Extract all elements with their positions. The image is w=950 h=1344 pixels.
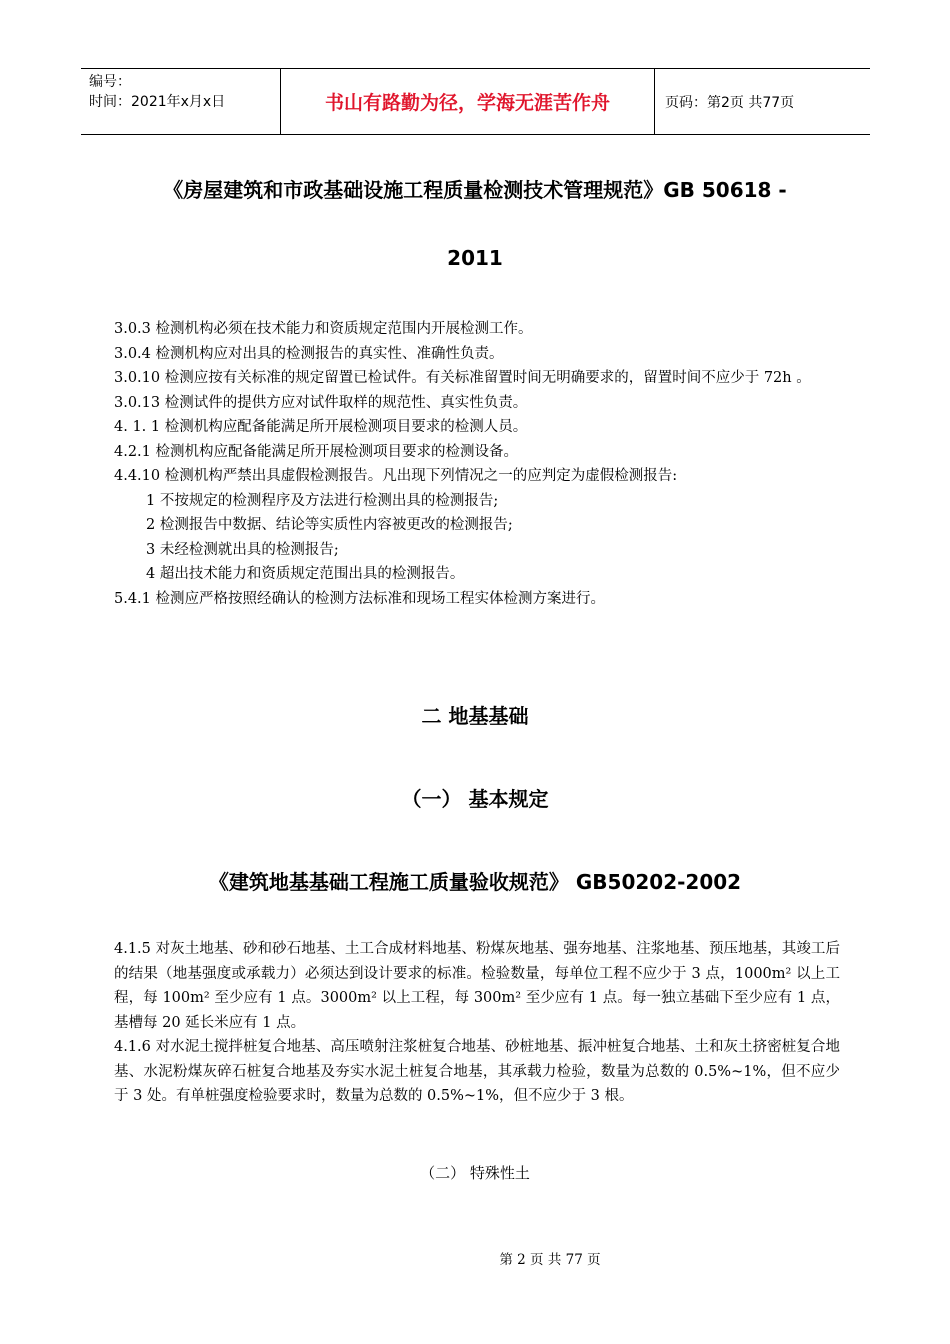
clause: 3.0.4 检测机构应对出具的检测报告的真实性、准确性负责。 [114, 345, 504, 362]
sub-item: 4 超出技术能力和资质规定范围出具的检测报告。 [146, 566, 465, 582]
sub-item: 2 检测报告中数据、结论等实质性内容被更改的检测报告; [146, 517, 513, 533]
header-page-info: 页码：第2页 共77页 [665, 94, 795, 111]
page-header [81, 68, 870, 135]
standard-title: 《建筑地基基础工程施工质量验收规范》 GB50202-2002 [208, 870, 742, 894]
subsection-title-2: （二） 特殊性土 [420, 1164, 530, 1182]
subsection-title: （一） 基本规定 [401, 787, 549, 811]
header-motto: 书山有路勤为径，学海无涯苦作舟 [281, 69, 655, 134]
clause: 4.4.10 检测机构严禁出具虚假检测报告。凡出现下列情况之一的应判定为虚假检测报告: [114, 468, 678, 484]
header-left [81, 69, 281, 134]
clause: 3.0.3 检测机构必须在技术能力和资质规定范围内开展检测工作。 [114, 321, 533, 337]
paragraph: 4.1.5 对灰土地基、砂和砂石地基、土工合成材料地基、粉煤灰地基、强夯地基、注浆地基、预压地基，其竣工后的结果（地基强度或承载力）必须达到设计要求的标准。检验数量，每单位工程不应少于 3 点，1000m² 以上工程，每 100m² 至少应有 1 点。3000m² 以上工程，每 300m² 至少应有 1 点。每一独立基础下至少应有 1 点，基槽每 20 延长米应有 1 点。 [114, 941, 840, 1031]
date-label: 时间：2021年x月x日 [89, 94, 226, 110]
paragraph: 4.1.6 对水泥土搅拌桩复合地基、高压喷射注浆桩复合地基、砂桩地基、振冲桩复合地基、土和灰土挤密桩复合地基、水泥粉煤灰碎石桩复合地基及夯实水泥土桩复合地基，其承载力检验，数量为总数的 0.5%~1%，但不应少于 3 处。有单桩强度检验要求时，数量为总数的 0.5%~1%，但不应少于 3 根。 [114, 1039, 840, 1104]
number-label: 编号： [89, 74, 131, 90]
section-title: 二 地基基础 [421, 704, 529, 728]
page-footer: 第 2 页 共 77 页 [499, 1252, 601, 1268]
clause: 4.2.1 检测机构应配备能满足所开展检测项目要求的检测设备。 [114, 443, 519, 460]
sub-item: 1 不按规定的检测程序及方法进行检测出具的检测报告; [146, 492, 499, 509]
clause: 3.0.13 检测试件的提供方应对试件取样的规范性、真实性负责。 [114, 394, 528, 411]
document-title-line2: 2011 [447, 246, 503, 270]
clause: 3.0.10 检测应按有关标准的规定留置已检试件。有关标准留置时间无明确要求的，留置时间不应少于 72h 。 [114, 370, 811, 386]
clause-list [114, 317, 840, 611]
clause: 5.4.1 检测应严格按照经确认的检测方法标准和现场工程实体检测方案进行。 [114, 590, 606, 607]
clause: 4. 1. 1 检测机构应配备能满足所开展检测项目要求的检测人员。 [114, 419, 528, 435]
paragraph-block [114, 937, 840, 1109]
sub-item: 3 未经检测就出具的检测报告; [146, 541, 339, 558]
document-title-line1: 《房屋建筑和市政基础设施工程质量检测技术管理规范》GB 50618 - [163, 178, 787, 202]
